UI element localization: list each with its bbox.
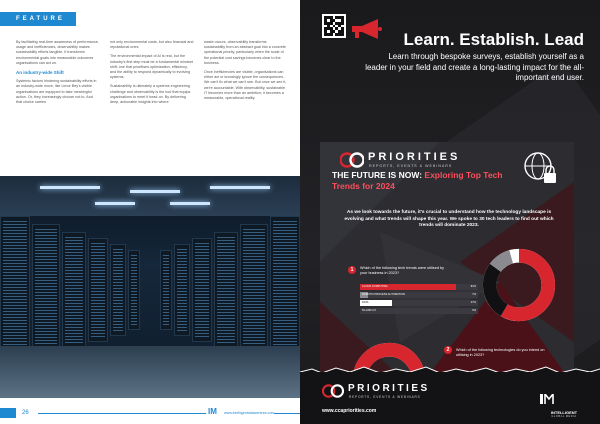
brand-name: PRIORITIES	[348, 383, 430, 394]
brand-tagline: REPORTS, EVENTS & WEBINARS	[349, 395, 421, 399]
question-text: Which of the following tech trends were utilised by your business in 2023?	[360, 266, 444, 275]
floor	[0, 346, 300, 398]
qr-code[interactable]	[322, 14, 346, 38]
article-column-3	[204, 40, 288, 109]
survey-bar-label: DATA	[362, 301, 369, 304]
server-rack	[270, 216, 300, 366]
server-rack	[0, 216, 30, 366]
paragraph: Once inefficiencies are visible, organisations can either act or knowingly ignore the consequences. We can't fix what we can't see. But once we see it, we're accountable. With observability, sustainable IT becomes more than an ambition; it becomes a measurable, operational reality.	[204, 70, 287, 101]
survey-bar-value: 81%	[470, 285, 476, 288]
server-rack	[110, 244, 126, 336]
survey-bar-label: ROBOTIC PROCESS AUTOMATION	[362, 293, 405, 296]
survey-bar-label: CLOUD COMPUTING	[362, 285, 388, 288]
partner-logo	[540, 392, 588, 418]
article-column-2	[110, 40, 194, 109]
im-brand-icon	[540, 394, 554, 404]
survey-bar-value: 0%	[472, 309, 476, 312]
page-footer	[0, 404, 300, 424]
megaphone-icon	[350, 18, 386, 40]
advert-subline: Learn through bespoke surveys, establish yourself as a leader in your field and create a long-lasting impact for the all-important end user.	[365, 52, 584, 82]
page-number-bar	[0, 408, 16, 418]
server-rack	[62, 232, 86, 350]
paragraph: Systemic factors hindering sustainability efforts in an industry-wide move, like Limor Bey's visible organisations are equipped to take meaningful action. Or, they increasingly choose not to. And that choice carries	[16, 79, 97, 105]
footer-rule	[38, 413, 206, 414]
magazine-logo: IM	[208, 407, 217, 416]
subheading: An industry-wide Shift	[16, 70, 64, 76]
report-headline-accent: Exploring Top Tech Trends for 2024	[332, 170, 503, 191]
paragraph: not only environmental costs, but also financial and reputational ones.	[110, 40, 194, 50]
paragraph: Sustainability is ultimately a systems engineering challenge and observability is the tool that equips organisations to meet it head-on. By delivering deep, actionable insights into where	[110, 84, 191, 105]
priorities-logo-icon	[322, 384, 344, 398]
server-rack	[88, 238, 108, 342]
report-intro: As we look towards the future, it's crucial to understand how the technology landscape is evolving and what trends will shape this year. We spoke to 30 tech leaders to find out which trends will dominate 2023.	[344, 210, 554, 229]
section-tab: FEATURE	[0, 12, 76, 26]
survey-bar	[360, 308, 478, 314]
paragraph: The environmental impact of AI is real, but the industry's first step must be a fundamental mindset shift: one that prioritises optimisation, efficiency, and the ability to respond dynamically to evolving systems.	[110, 54, 193, 80]
report-headline	[332, 170, 532, 192]
paragraph: waste occurs, observability transforms sustainability from an abstract goal into a concrete operational priority, particularly when the scale of the potential cost savings becomes clear to the business.	[204, 40, 286, 65]
server-rack	[160, 250, 172, 330]
footer-rule	[274, 413, 300, 414]
survey-bar-value: 27%	[470, 301, 476, 304]
partner-name: INTELLIGENT	[550, 410, 578, 415]
partner-subname: GLOBAL MEDIA	[551, 415, 577, 418]
server-rack	[174, 244, 190, 336]
brand-tagline: REPORTS, EVENTS & WEBINARS	[369, 164, 453, 168]
ceiling-light	[210, 186, 270, 189]
advert-page	[300, 0, 600, 424]
question-text: Which of the following technologies do you intend on utilising in 2023?	[456, 348, 545, 357]
advert-headline: Learn. Establish. Lead	[403, 30, 584, 49]
donut-chart	[480, 246, 558, 324]
server-rack	[214, 232, 238, 350]
server-rack	[32, 224, 60, 358]
website-link[interactable]: www.ccapriorities.com	[322, 408, 377, 414]
survey-bar-value: 7%	[472, 293, 476, 296]
report-headline-prefix: THE FUTURE IS NOW:	[332, 170, 425, 180]
server-rack	[240, 224, 268, 358]
article-column-1	[16, 40, 100, 109]
survey-bar-label: 5G AND IoT	[362, 309, 376, 312]
survey-bar	[360, 300, 478, 306]
survey-bar	[360, 284, 478, 290]
article-body	[16, 40, 288, 109]
page-number: 26	[22, 410, 29, 416]
brand-name: PRIORITIES	[368, 151, 461, 163]
server-room-photo	[0, 176, 300, 398]
priorities-logo-icon	[340, 152, 364, 168]
paragraph: By facilitating real-time awareness of performance, usage and inefficiencies, observability makes sustainability efforts tangible. It transforms environmental goals into measurable outcomes organisations can act on.	[16, 40, 99, 65]
survey-bar	[360, 292, 478, 298]
survey-bar-chart	[360, 284, 478, 316]
ceiling-light	[40, 186, 100, 189]
ceiling-light	[170, 202, 210, 205]
footer-url[interactable]: www.intelligentdatacentres.com	[224, 411, 275, 415]
question-number: 2	[444, 346, 452, 354]
server-rack	[192, 238, 212, 342]
server-rack	[128, 250, 140, 330]
question-number: 1	[348, 266, 356, 274]
ceiling	[0, 176, 300, 216]
ceiling-light	[130, 190, 180, 193]
report-cover	[320, 142, 574, 386]
ceiling-light	[95, 202, 135, 205]
